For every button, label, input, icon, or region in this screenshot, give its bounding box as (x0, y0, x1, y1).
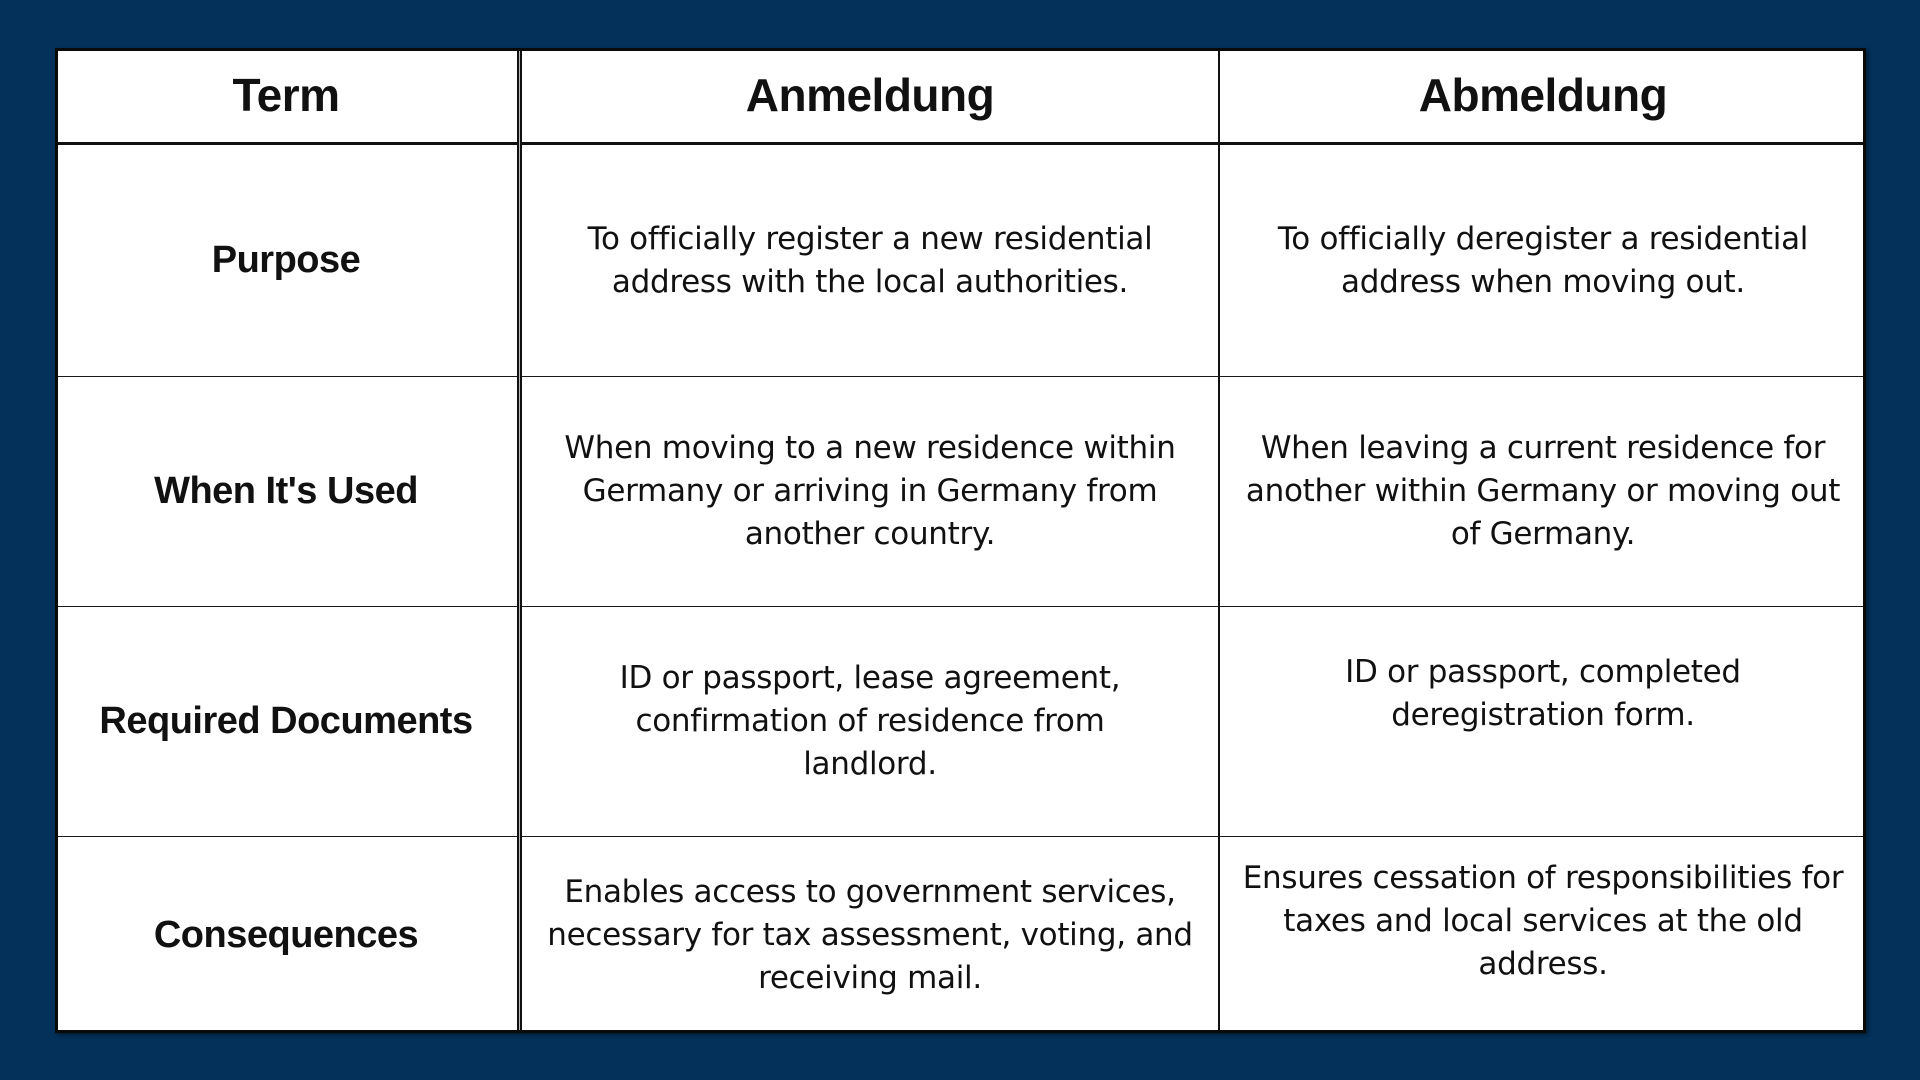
anmeldung-when-used: When moving to a new residence within Germany or arriving in Germany from another country. (522, 377, 1218, 607)
header-anmeldung: Anmeldung (522, 48, 1218, 145)
abmeldung-required-documents: ID or passport, completed deregistration form. (1218, 607, 1866, 837)
abmeldung-consequences: Ensures cessation of responsibilities for taxes and local services at the old address. (1218, 837, 1866, 1033)
term-purpose: Purpose (55, 145, 517, 377)
term-when-used: When It's Used (55, 377, 517, 607)
table-grid (55, 48, 1866, 1033)
comparison-table (55, 48, 1866, 1033)
term-consequences: Consequences (153, 913, 419, 956)
header-abmeldung: Abmeldung (1218, 48, 1866, 145)
anmeldung-required-documents: ID or passport, lease agreement, confirmation of residence from landlord. (522, 607, 1218, 837)
abmeldung-purpose: To officially deregister a residential address when moving out. (1218, 145, 1866, 377)
header-term: Term (55, 48, 517, 145)
term-required-documents: Required Documents (55, 607, 517, 837)
anmeldung-purpose: To officially register a new residential address with the local authorities. (522, 145, 1218, 377)
anmeldung-consequences: Enables access to government services, necessary for tax assessment, voting, and receiving mail. (547, 873, 1193, 996)
abmeldung-when-used: When leaving a current residence for another within Germany or moving out of Germany. (1218, 377, 1866, 607)
